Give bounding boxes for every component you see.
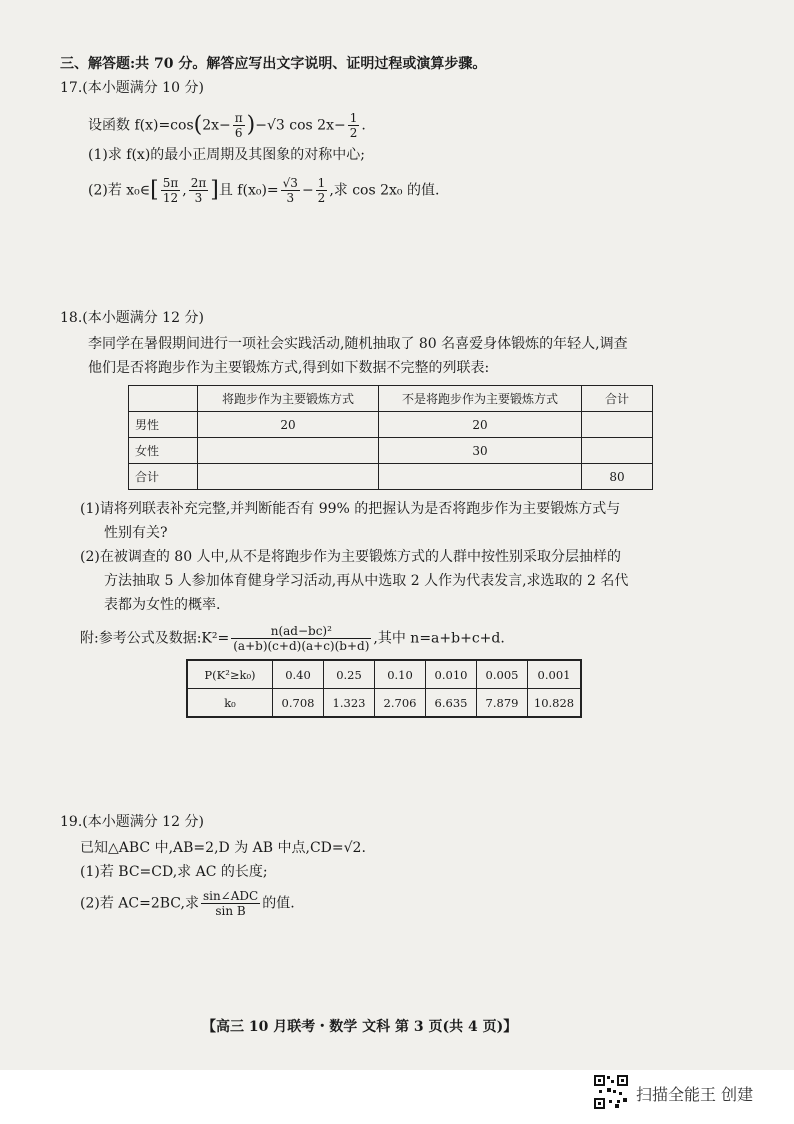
sin-ratio-fraction [201,889,260,918]
scanner-watermark: 扫描全能王 创建 [636,1085,754,1104]
frac-den: (a+b)(c+d)(a+c)(b+d) [233,639,370,653]
q19-part2-suffix: 的值. [262,895,295,912]
q17-part2-mid: 且 f(x₀)= [218,182,279,199]
table-cell: 20 [379,412,582,438]
q18-part2-line3: 表都为女性的概率. [104,597,221,613]
frac-num: 1 [349,111,358,125]
q17-part2-end: ,求 cos 2x₀ 的值. [329,182,440,199]
bracket-open: [ [150,177,159,203]
table-cell: 10.828 [528,689,582,718]
table-cell: 6.635 [426,689,477,718]
interval-sep: , [182,182,187,199]
q19-part2 [80,889,295,918]
k2-fraction [231,624,371,653]
frac-num: π [234,111,243,125]
frac-5pi-12 [161,176,181,205]
table-cell [198,464,379,490]
frac-den: 6 [234,126,243,140]
critical-value-table [186,659,582,718]
table-header-cell: 将跑步作为主要锻炼方式 [198,386,379,412]
frac-num: 5π [162,176,179,190]
q19-stem: 已知△ABC 中,AB=2,D 为 AB 中点,CD=√2. [80,840,366,856]
table-cell: 7.879 [477,689,528,718]
table-cell: 1.323 [324,689,375,718]
table-cell: P(K²≥k₀) [187,660,273,689]
q17-stem [88,111,366,140]
frac-den: 2 [349,126,358,140]
table-header-row [129,386,653,412]
table-cell [582,412,653,438]
table-cell [379,464,582,490]
q17-stem-inner: 2x− [202,117,231,134]
q18-part1-line2: 性别有关? [104,525,168,541]
bracket-close: ] [210,177,219,203]
q17-stem-mid: −√3 cos 2x− [255,117,346,134]
frac-den: 3 [194,191,203,205]
q17-part2-prefix: (2)若 x₀∈ [88,182,151,199]
reference-formula [80,624,505,653]
q18-part1-line1: (1)请将列联表补充完整,并判断能否有 99% 的把握认为是否将跑步作为主要锻炼方式与 [80,501,621,517]
table-header-cell: 不是将跑步作为主要锻炼方式 [379,386,582,412]
q19-number: 19.(本小题满分 12 分) [60,814,204,830]
q17-part2 [88,176,439,205]
table-cell: 0.005 [477,660,528,689]
frac-den: 12 [162,191,179,205]
table-row [187,689,581,718]
table-cell: 20 [198,412,379,438]
table-cell: 80 [582,464,653,490]
q18-part2-line2: 方法抽取 5 人参加体育健身学习活动,再从中选取 2 人作为代表发言,求选取的 2 名代 [104,573,629,589]
table-cell [582,438,653,464]
frac-pi-6 [233,111,245,140]
table-row [129,438,653,464]
q19-part2-prefix: (2)若 AC=2BC,求 [80,895,199,912]
table-cell: 0.10 [375,660,426,689]
table-cell: 2.706 [375,689,426,718]
frac-half-2 [316,176,328,205]
q17-part1: (1)求 f(x)的最小正周期及其图象的对称中心; [88,147,365,163]
table-cell: 0.001 [528,660,582,689]
paren-open: ( [193,112,203,138]
table-cell: 合计 [129,464,198,490]
frac-den: 2 [317,191,326,205]
frac-half [348,111,360,140]
q17-stem-prefix: 设函数 f(x)=cos [88,117,194,134]
table-cell: 0.708 [273,689,324,718]
q19-part1: (1)若 BC=CD,求 AC 的长度; [80,864,268,880]
frac-num: √3 [282,176,298,190]
q18-number: 18.(本小题满分 12 分) [60,310,204,326]
formula-suffix: ,其中 n=a+b+c+d. [373,630,505,647]
q17-stem-end: . [361,117,366,134]
contingency-table [128,385,653,490]
page-footer: 【高三 10 月联考・数学 文科 第 3 页(共 4 页)】 [202,1019,518,1035]
table-header-cell: 合计 [582,386,653,412]
frac-root3-3 [281,176,300,205]
table-row [187,660,581,689]
frac-den: sin B [215,904,246,918]
formula-prefix: 附:参考公式及数据:K²= [80,630,230,647]
table-cell: k₀ [187,689,273,718]
table-cell [198,438,379,464]
table-cell: 0.010 [426,660,477,689]
qr-code-icon [593,1074,629,1110]
frac-num: n(ad−bc)² [231,624,371,639]
q18-intro-line1: 李同学在暑假期间进行一项社会实践活动,随机抽取了 80 名喜爱身体锻炼的年轻人,调查 [88,336,628,352]
table-cell: 女性 [129,438,198,464]
frac-num: 2π [190,176,207,190]
table-row [129,412,653,438]
table-cell: 男性 [129,412,198,438]
table-cell: 30 [379,438,582,464]
frac-num: sin∠ADC [202,889,259,903]
frac-num: 1 [317,176,326,190]
frac-2pi-3 [189,176,209,205]
table-row [129,464,653,490]
q18-intro-line2: 他们是否将跑步作为主要锻炼方式,得到如下数据不完整的列联表: [88,360,490,376]
q17-number: 17.(本小题满分 10 分) [60,80,204,96]
minus-sign: − [301,182,314,199]
section-heading: 三、解答题:共 70 分。解答应写出文字说明、证明过程或演算步骤。 [60,56,487,72]
paren-close: ) [246,112,256,138]
frac-den: 3 [286,191,295,205]
q18-part2-line1: (2)在被调查的 80 人中,从不是将跑步作为主要锻炼方式的人群中按性别采取分层抽样的 [80,549,621,565]
table-header-cell [129,386,198,412]
table-cell: 0.25 [324,660,375,689]
table-cell: 0.40 [273,660,324,689]
